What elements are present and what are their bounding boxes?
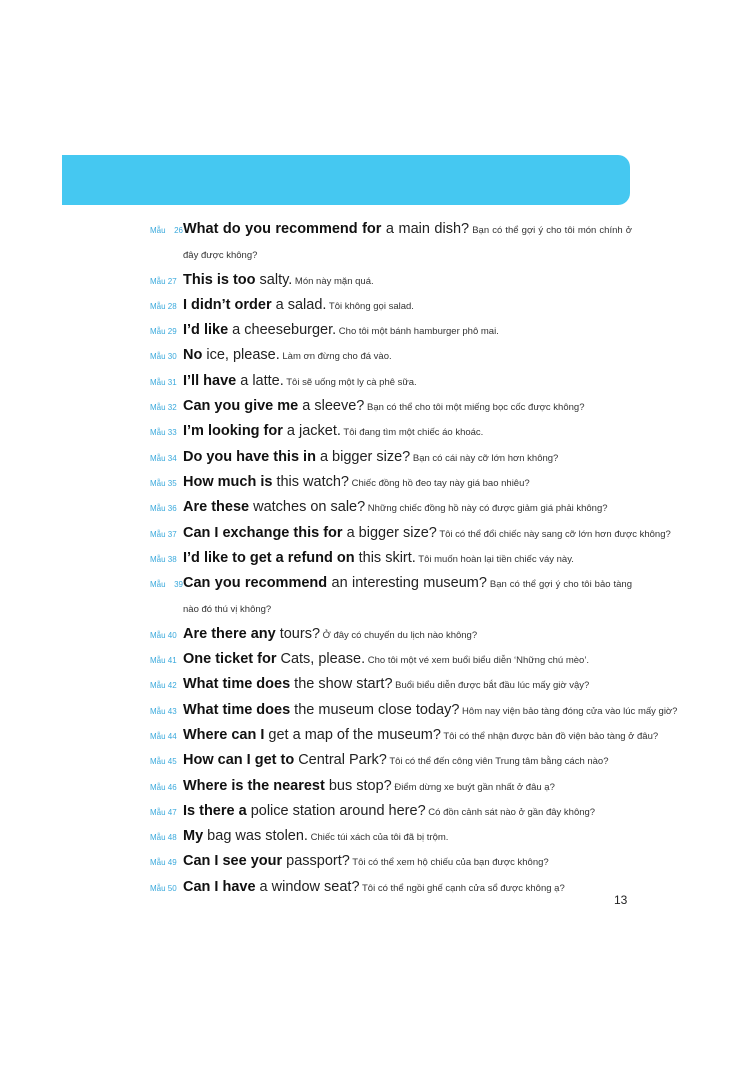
- english-key-phrase: Can you recommend: [183, 575, 328, 592]
- phrase-line: [150, 722, 659, 747]
- pattern-number: Mẫu 30: [150, 352, 177, 362]
- phrase-line: [150, 368, 632, 393]
- english-key-phrase: Can I see your: [183, 853, 283, 870]
- phrase-line: [150, 747, 632, 772]
- vietnamese-translation: Tôi có thể đổi chiếc này sang cỡ lớn hơn được không?: [436, 528, 671, 540]
- pattern-number: Mẫu 34: [150, 453, 177, 463]
- phrase-entry: [150, 798, 632, 823]
- english-key-phrase: What time does: [183, 701, 291, 718]
- english-key-phrase: What do you recommend for: [183, 221, 382, 237]
- phrase-line: [150, 545, 632, 570]
- english-key-phrase: This is too: [183, 271, 256, 288]
- vietnamese-translation: Tôi có thể ngồi ghế cạnh cửa sổ được không ạ?: [359, 882, 565, 894]
- english-phrase-rest: this watch?: [272, 473, 350, 490]
- phrase-entry: [150, 545, 632, 570]
- vietnamese-translation: Tôi có thể đến công viên Trung tâm bằng cách nào?: [386, 756, 609, 768]
- phrase-line: [150, 697, 678, 722]
- phrase-line: [150, 267, 632, 292]
- english-key-phrase: How can I get to: [183, 752, 295, 769]
- pattern-number: Mẫu 28: [150, 301, 177, 311]
- english-phrase-rest: an interesting museum?: [327, 575, 487, 592]
- phrase-entry: [150, 874, 632, 899]
- pattern-number: Mẫu 43: [150, 706, 177, 716]
- phrase-entry: [150, 570, 632, 621]
- english-key-phrase: Are these: [183, 499, 250, 516]
- english-key-phrase: I’d like: [183, 322, 229, 339]
- vietnamese-translation: Cho tôi một vé xem buổi biểu diễn ‘Những chú mèo’.: [365, 655, 590, 667]
- phrase-entry: [150, 646, 632, 671]
- phrase-line-continuation: [150, 595, 632, 620]
- vietnamese-translation: Bạn có thể gợi ý cho tôi món chính ở: [469, 225, 632, 236]
- vietnamese-translation: Hôm nay viện bảo tàng đóng cửa vào lúc mấy giờ?: [459, 705, 678, 717]
- vietnamese-translation: Tôi có thể xem hộ chiếu của bạn được không?: [349, 857, 549, 869]
- english-phrase-rest: Cats, please.: [276, 651, 366, 668]
- vietnamese-translation-continued: nào đó thú vị không?: [183, 604, 272, 616]
- phrase-entry: [150, 621, 632, 646]
- vietnamese-translation: Điểm dừng xe buýt gần nhất ở đâu ạ?: [391, 781, 555, 793]
- english-phrase-rest: salty.: [255, 271, 293, 288]
- phrase-line: [150, 773, 632, 798]
- english-key-phrase: Where can I: [183, 726, 265, 743]
- phrase-line: [150, 418, 632, 443]
- pattern-number: Mẫu 45: [150, 757, 177, 767]
- phrase-line: [150, 216, 632, 241]
- pattern-number: Mẫu 46: [150, 782, 177, 792]
- pattern-number: Mẫu 31: [150, 377, 177, 387]
- english-phrase-rest: ice, please.: [202, 347, 280, 364]
- pattern-number: Mẫu 36: [150, 504, 177, 514]
- phrase-entry: [150, 444, 632, 469]
- pattern-number: Mẫu 50: [150, 883, 177, 893]
- vietnamese-translation: Làm ơn đừng cho đá vào.: [279, 351, 392, 363]
- english-phrase-rest: a bigger size?: [342, 524, 437, 541]
- phrase-entry: [150, 469, 632, 494]
- pattern-number: Mẫu 26: [150, 226, 183, 235]
- english-phrase-rest: a jacket.: [282, 423, 341, 440]
- english-key-phrase: I’d like to get a refund on: [183, 549, 355, 566]
- english-phrase-rest: the show start?: [290, 676, 393, 693]
- english-key-phrase: Where is the nearest: [183, 777, 325, 794]
- phrase-list: [150, 216, 678, 899]
- english-key-phrase: I didn’t order: [183, 296, 272, 313]
- vietnamese-translation: Bạn có thể cho tôi một miếng bọc cốc được không?: [364, 402, 585, 414]
- vietnamese-translation: Buổi biểu diễn được bắt đầu lúc mấy giờ vậy?: [392, 680, 590, 692]
- pattern-number: Mẫu 33: [150, 428, 177, 438]
- vietnamese-translation: Món này mặn quá.: [292, 275, 374, 287]
- phrase-line: [150, 621, 632, 646]
- phrase-line: [150, 874, 632, 899]
- phrase-line: [150, 393, 632, 418]
- pattern-number: Mẫu 41: [150, 656, 177, 666]
- english-key-phrase: One ticket for: [183, 651, 277, 668]
- phrase-line: [150, 494, 632, 519]
- phrase-line: [150, 798, 632, 823]
- phrase-line: [150, 671, 632, 696]
- english-phrase-rest: tours?: [275, 625, 321, 642]
- pattern-number: Mẫu 38: [150, 554, 177, 564]
- english-phrase-rest: bus stop?: [324, 777, 392, 794]
- phrase-line: [150, 292, 632, 317]
- phrase-line: [150, 520, 671, 545]
- english-phrase-rest: Central Park?: [294, 752, 387, 769]
- english-phrase-rest: watches on sale?: [249, 499, 366, 516]
- english-key-phrase: Can I exchange this for: [183, 524, 343, 541]
- english-phrase-rest: a window seat?: [255, 878, 360, 895]
- vietnamese-translation: Tôi muốn hoàn lại tiền chiếc váy này.: [415, 553, 574, 565]
- english-key-phrase: Can you give me: [183, 398, 299, 415]
- pattern-number: Mẫu 48: [150, 833, 177, 843]
- phrase-line: [150, 848, 632, 873]
- english-phrase-rest: a latte.: [236, 372, 284, 389]
- phrase-entry: [150, 393, 632, 418]
- english-key-phrase: What time does: [183, 676, 291, 693]
- header-banner: [62, 155, 630, 205]
- phrase-entry: [150, 494, 632, 519]
- vietnamese-translation: Có đồn cảnh sát nào ở gần đây không?: [425, 806, 596, 818]
- pattern-number: Mẫu 32: [150, 403, 177, 413]
- english-phrase-rest: bag was stolen.: [203, 828, 308, 845]
- phrase-entry: [150, 520, 671, 545]
- phrase-line: [150, 823, 632, 848]
- english-phrase-rest: a cheeseburger.: [228, 322, 337, 339]
- english-key-phrase: Is there a: [183, 802, 247, 819]
- english-key-phrase: Are there any: [183, 625, 276, 642]
- vietnamese-translation: Chiếc đồng hồ đeo tay này giá bao nhiêu?: [349, 477, 530, 489]
- vietnamese-translation: Những chiếc đồng hồ này có được giảm giá phải không?: [365, 503, 608, 515]
- english-key-phrase: No: [183, 347, 203, 364]
- pattern-number: Mẫu 40: [150, 630, 177, 640]
- pattern-number: Mẫu 29: [150, 327, 177, 337]
- pattern-number: Mẫu 49: [150, 858, 177, 868]
- english-phrase-rest: police station around here?: [246, 802, 426, 819]
- phrase-line: [150, 444, 632, 469]
- english-phrase-rest: a main dish?: [381, 221, 470, 237]
- english-key-phrase: I’m looking for: [183, 423, 283, 440]
- phrase-entry: [150, 368, 632, 393]
- pattern-number: Mẫu 27: [150, 276, 177, 286]
- phrase-entry: [150, 722, 659, 747]
- phrase-entry: [150, 747, 632, 772]
- vietnamese-translation: Bạn có cái này cỡ lớn hơn không?: [410, 452, 559, 464]
- phrase-line: [150, 317, 632, 342]
- english-phrase-rest: this skirt.: [354, 549, 416, 566]
- vietnamese-translation: Tôi đang tìm một chiếc áo khoác.: [340, 427, 484, 439]
- phrase-entry: [150, 216, 632, 267]
- english-phrase-rest: a bigger size?: [315, 448, 411, 465]
- pattern-number: Mẫu 44: [150, 731, 177, 741]
- english-key-phrase: Do you have this in: [183, 448, 316, 465]
- phrase-line: [150, 646, 632, 671]
- english-phrase-rest: the museum close today?: [290, 701, 460, 718]
- pattern-number: Mẫu 37: [150, 529, 177, 539]
- phrase-entry: [150, 342, 632, 367]
- vietnamese-translation: Chiếc túi xách của tôi đã bị trộm.: [307, 832, 449, 844]
- phrase-entry: [150, 267, 632, 292]
- english-key-phrase: Can I have: [183, 878, 256, 895]
- phrase-line: [150, 469, 632, 494]
- pattern-number: Mẫu 47: [150, 807, 177, 817]
- pattern-number: Mẫu 39: [150, 580, 183, 590]
- phrase-line: [150, 342, 632, 367]
- phrase-entry: [150, 697, 678, 722]
- vietnamese-translation: Cho tôi một bánh hamburger phô mai.: [336, 326, 499, 338]
- pattern-number: Mẫu 42: [150, 681, 177, 691]
- english-key-phrase: How much is: [183, 473, 273, 490]
- vietnamese-translation: Tôi có thể nhận được bản đồ viện bảo tàng ở đâu?: [440, 730, 659, 742]
- english-key-phrase: I’ll have: [183, 372, 237, 389]
- phrase-line-continuation: [150, 241, 632, 266]
- english-key-phrase: My: [183, 828, 204, 845]
- phrase-entry: [150, 773, 632, 798]
- vietnamese-translation: Tôi không gọi salad.: [326, 300, 414, 312]
- english-phrase-rest: get a map of the museum?: [264, 726, 441, 743]
- phrase-entry: [150, 292, 632, 317]
- pattern-number: Mẫu 35: [150, 478, 177, 488]
- english-phrase-rest: a sleeve?: [298, 398, 365, 415]
- vietnamese-translation: Ở đây có chuyến du lịch nào không?: [320, 629, 478, 641]
- phrase-entry: [150, 848, 632, 873]
- english-phrase-rest: a salad.: [271, 296, 327, 313]
- phrase-entry: [150, 823, 632, 848]
- english-phrase-rest: passport?: [282, 853, 350, 870]
- phrase-entry: [150, 418, 632, 443]
- vietnamese-translation-continued: đây được không?: [183, 250, 258, 262]
- phrase-entry: [150, 317, 632, 342]
- vietnamese-translation: Tôi sẽ uống một ly cà phê sữa.: [283, 376, 417, 388]
- page-number: 13: [614, 893, 628, 907]
- phrase-line: [150, 570, 632, 595]
- phrase-entry: [150, 671, 632, 696]
- vietnamese-translation: Bạn có thể gợi ý cho tôi bảo tàng: [486, 579, 633, 591]
